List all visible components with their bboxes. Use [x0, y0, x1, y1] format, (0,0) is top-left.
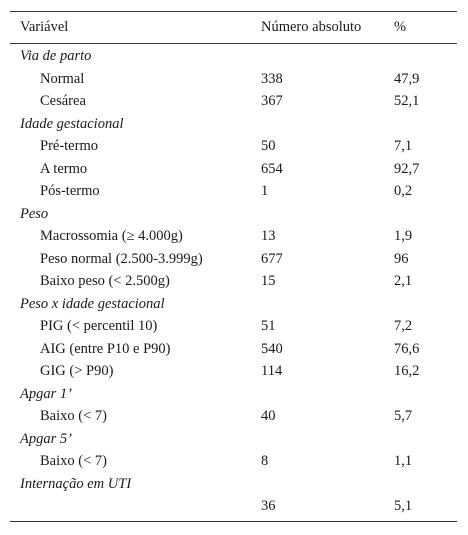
category-label: Peso x idade gestacional: [20, 295, 165, 312]
category-row: [10, 428, 457, 450]
percent-cell: 76,6: [394, 340, 420, 357]
percent-cell: 92,7: [394, 160, 420, 177]
table-row: [10, 225, 457, 247]
absolute-number-cell: 40: [261, 408, 276, 424]
header-variable: Variável: [20, 19, 69, 35]
absolute-number-cell: 654: [261, 160, 283, 177]
percent-cell: 96: [394, 250, 409, 267]
table-row: [10, 270, 457, 292]
absolute-number-cell: 677: [261, 250, 283, 267]
absolute-number-cell: 13: [261, 228, 276, 244]
category-row: [10, 203, 457, 225]
percent-cell: 7,2: [394, 318, 413, 334]
percent-cell: 0,2: [394, 183, 413, 199]
percent-cell: 1,9: [394, 228, 413, 244]
category-row: [10, 113, 457, 135]
percent-cell: 7,1: [394, 138, 413, 154]
variable-label: A termo: [40, 160, 88, 177]
category-row: [10, 383, 457, 405]
header-percent: %: [394, 19, 407, 35]
variable-label: Baixo (< 7): [40, 408, 107, 424]
table-row: [10, 360, 457, 382]
absolute-number-cell: 367: [261, 93, 283, 109]
category-label: Apgar 5’: [20, 430, 72, 447]
variable-label: GIG (> P90): [40, 363, 114, 379]
absolute-number-cell: 36: [261, 498, 276, 514]
absolute-number-cell: 8: [261, 453, 269, 469]
category-label: Internação em UTI: [20, 475, 132, 492]
category-row: [10, 293, 457, 315]
table-row: [10, 338, 457, 360]
variable-label: PIG (< percentil 10): [40, 318, 158, 334]
table-row: [10, 315, 457, 337]
table-header: [10, 16, 457, 38]
percent-cell: 5,7: [394, 408, 413, 424]
percent-cell: 2,1: [394, 273, 413, 289]
category-label: Apgar 1’: [20, 385, 72, 402]
variable-label: Normal: [40, 70, 85, 87]
table-row: [10, 180, 457, 202]
header-divider: [10, 43, 457, 44]
variable-label: Peso normal (2.500-3.999g): [40, 250, 203, 267]
variable-label: Pós-termo: [40, 183, 100, 199]
category-label: Via de parto: [20, 48, 92, 64]
percent-cell: 52,1: [394, 93, 420, 109]
absolute-number-cell: 338: [261, 70, 283, 87]
variable-label: Baixo peso (< 2.500g): [40, 273, 170, 289]
table-row: [10, 248, 457, 270]
absolute-number-cell: 15: [261, 273, 276, 289]
variable-label: AIG (entre P10 e P90): [40, 340, 171, 357]
table-row: [10, 158, 457, 180]
variable-label: Macrossomia (≥ 4.000g): [40, 228, 183, 244]
absolute-number-cell: 50: [261, 138, 276, 154]
category-label: Peso: [20, 205, 49, 222]
category-label: Idade gestacional: [20, 115, 124, 132]
percent-cell: 1,1: [394, 453, 413, 469]
absolute-number-cell: 114: [261, 363, 283, 379]
percent-cell: 47,9: [394, 70, 420, 87]
table-row: [10, 135, 457, 157]
absolute-number-cell: 540: [261, 340, 283, 357]
table-row: [10, 450, 457, 472]
category-row: [10, 473, 457, 495]
absolute-number-cell: 51: [261, 318, 276, 334]
variable-label: Pré-termo: [40, 138, 98, 154]
data-table: [10, 11, 457, 522]
variable-label: Baixo (< 7): [40, 453, 107, 469]
table-row: [10, 68, 457, 90]
table-row: [10, 90, 457, 112]
percent-cell: 5,1: [394, 498, 413, 514]
category-row: [10, 45, 457, 67]
table-row: [10, 495, 457, 517]
table-row: [10, 405, 457, 427]
header-absolute-number: Número absoluto: [261, 19, 362, 35]
absolute-number-cell: 1: [261, 183, 269, 199]
variable-label: Cesárea: [40, 93, 86, 109]
percent-cell: 16,2: [394, 363, 420, 379]
